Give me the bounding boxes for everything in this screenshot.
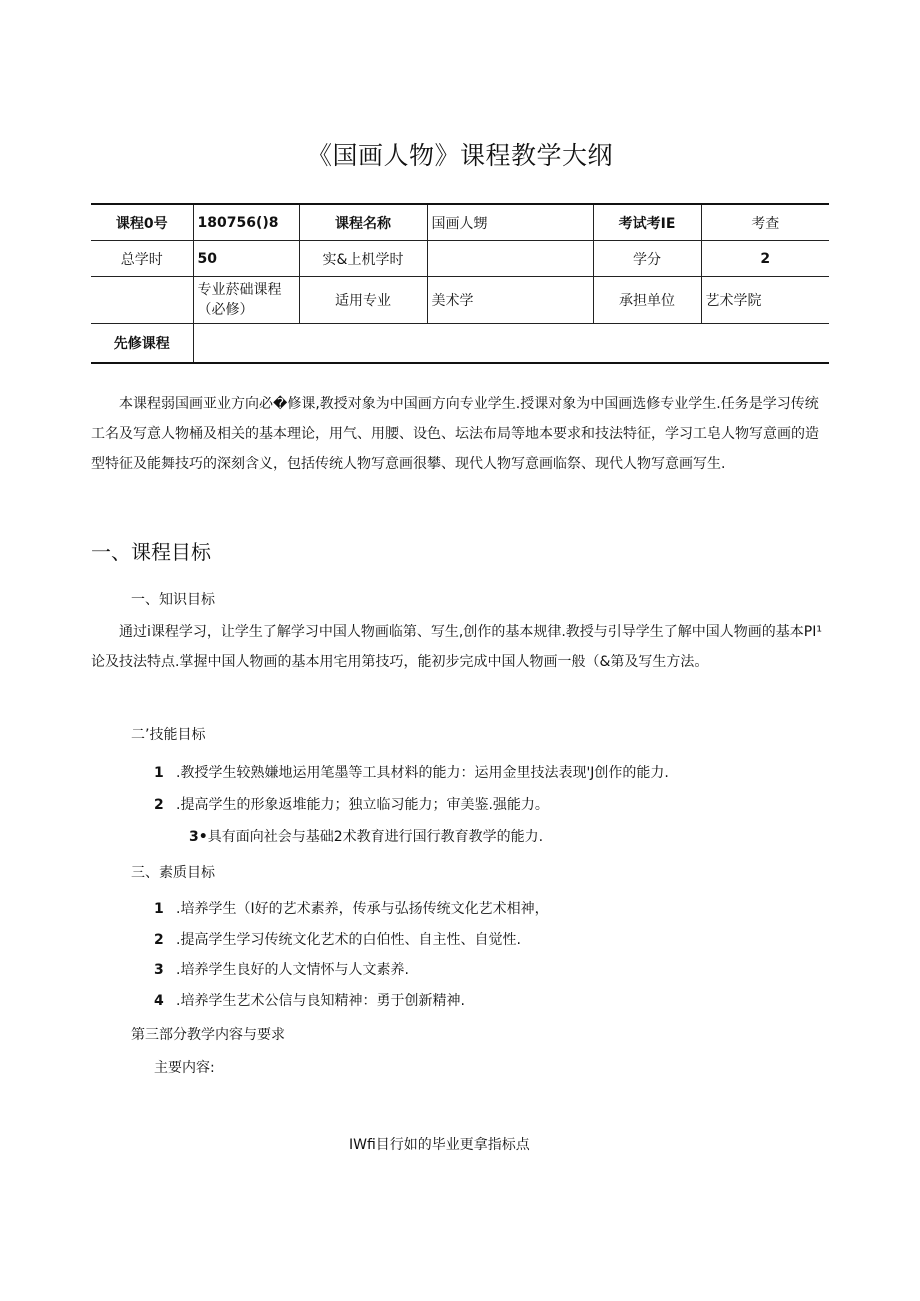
item-number: 1: [154, 901, 164, 917]
skill-item: [189, 826, 543, 846]
knowledge-paragraph: 通过i课程学习，让学生了解学习中国人物画临第、写生,创作的基本规律.教授与引导学生了解中国人物画的基本PI¹论及技法特点.掌握中国人物画的基本用宅用第技巧，能初步完成中国人物画一般（&第及写生方法。: [91, 624, 822, 670]
credit-value: 2: [701, 241, 829, 277]
section-heading: 一、课程目标: [91, 540, 211, 564]
item-text: .提高学生的形象返堆能力；独立临习能力；审美鉴.强能力。: [176, 797, 549, 813]
credit-label: 学分: [593, 241, 701, 277]
skill-item: [154, 762, 669, 782]
unit-label: 承担单位: [593, 277, 701, 324]
knowledge-heading: 一、知识目标: [131, 592, 215, 608]
course-code-value: 180756()8: [193, 204, 299, 241]
caption: IWfi目行如的毕业更拿指标点: [349, 1137, 530, 1153]
quality-item: [154, 959, 409, 979]
prereq-label: 先修课程: [91, 324, 193, 364]
item-text: .培养学生（I好的艺术素养，传承与弘扬传统文化艺术相神，: [176, 901, 549, 917]
course-code-label: 课程0号: [91, 204, 193, 241]
major-label: 适用专业: [299, 277, 427, 324]
item-number: 2: [154, 932, 164, 948]
page-title: 《国画人物》课程教学大纲: [306, 141, 613, 170]
quality-item: [154, 898, 549, 918]
total-hours-value: 50: [193, 241, 299, 277]
unit-value: 艺术学院: [701, 277, 829, 324]
item-text: .提高学生学习传统文化艺术的白伯性、自主性、自觉性.: [176, 932, 521, 948]
quality-heading: 三、素质目标: [131, 865, 215, 881]
item-number: 3: [154, 962, 164, 978]
course-name-value: 国画人甥: [427, 204, 593, 241]
quality-item: [154, 990, 465, 1010]
exam-label: 考试考IE: [593, 204, 701, 241]
course-info-table: [91, 203, 829, 364]
quality-item: [154, 929, 521, 949]
course-name-label: 课程名称: [299, 204, 427, 241]
intro-paragraph: 本课程弱国画亚业方向必�修课,教授对象为中国画方向专业学生.授课对象为中国画选修专业学生.任务是学习传统工名及写意人物桶及相关的基本理论，用气、用腰、设色、坛法布局等地本要求和技法特征，学习工皂人物写意画的造型特征及能舞技巧的深刻含义，包括传统人物写意画很攀、现代人物写意画临祭、现代人物写意画写生.: [91, 396, 819, 472]
item-text: .教授学生较熟嫌地运用笔墨等工具材料的能力：运用金里技法表现'J创作的能力.: [176, 765, 669, 781]
item-text: .培养学生艺术公信与良知精神：勇于创新精神.: [176, 993, 465, 1009]
total-hours-label: 总学时: [91, 241, 193, 277]
category-value: 专业菸础课程（必修）: [193, 277, 299, 324]
main-content-label: 主要内容:: [154, 1060, 215, 1076]
item-text: .培养学生良好的人文情怀与人文素养.: [176, 962, 409, 978]
lab-hours-label: 实&上机学时: [299, 241, 427, 277]
skill-item: [154, 794, 549, 814]
major-value: 美术学: [427, 277, 593, 324]
item-number: 1: [154, 765, 164, 781]
item-number: 3•: [189, 829, 208, 845]
item-text: 具有面向社会与基础2术教育进行国行教育教学的能力.: [207, 829, 544, 845]
item-number: 4: [154, 993, 164, 1009]
category-blank: [91, 277, 193, 324]
lab-hours-value: [427, 241, 593, 277]
skill-heading: 二’技能目标: [131, 727, 206, 743]
exam-value: 考查: [701, 204, 829, 241]
item-number: 2: [154, 797, 164, 813]
part3-heading: 第三部分教学内容与要求: [131, 1027, 285, 1043]
prereq-value: [193, 324, 829, 364]
